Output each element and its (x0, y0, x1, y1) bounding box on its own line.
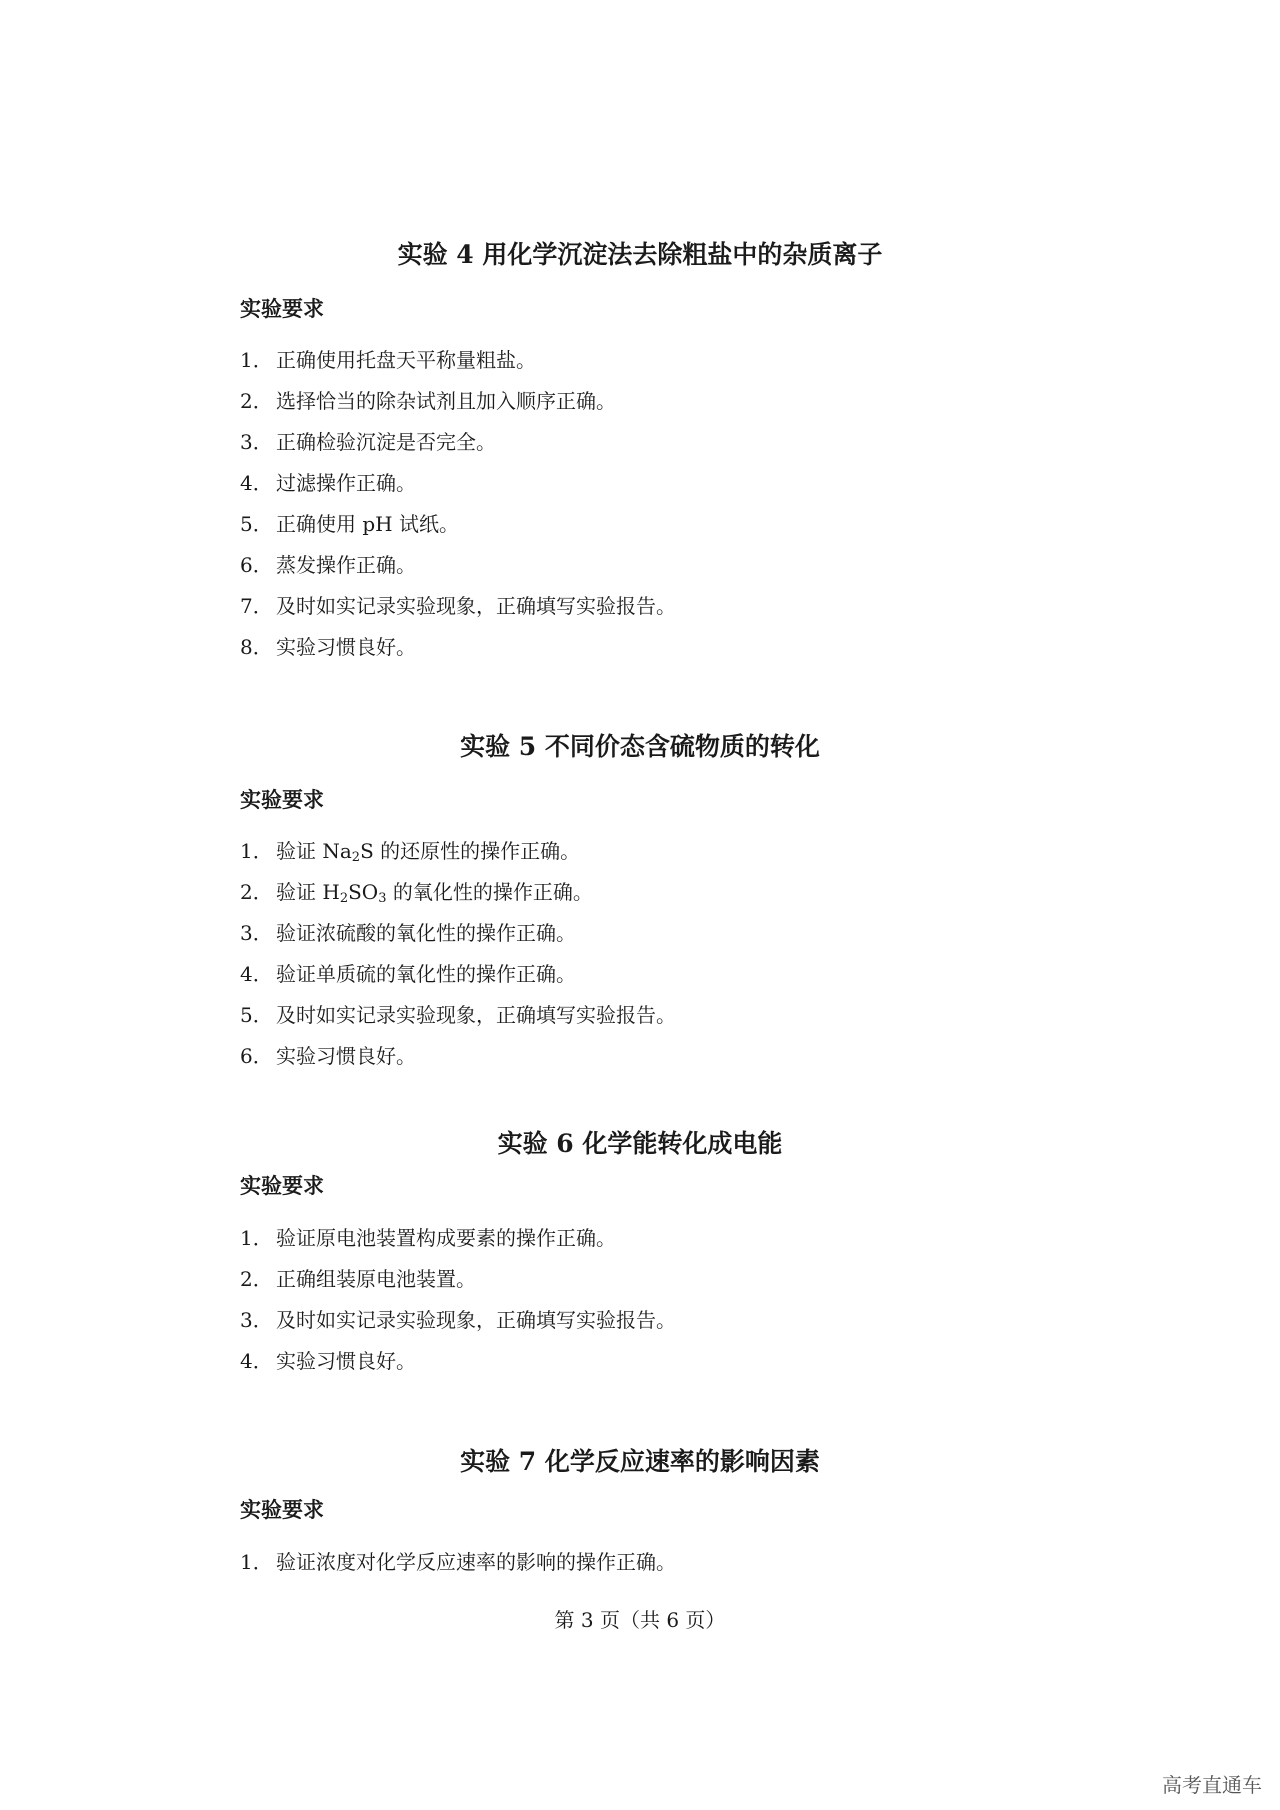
list-item: 1． 验证浓度对化学反应速率的影响的操作正确。 (240, 1550, 676, 1574)
list-item: 4． 过滤操作正确。 (240, 471, 416, 495)
list-item: 2． 正确组装原电池装置。 (240, 1267, 476, 1291)
requirements-list (240, 831, 676, 1077)
list-item: 5． 正确使用 pH 试纸。 (240, 512, 459, 536)
list-item: 8． 实验习惯良好。 (240, 635, 416, 659)
watermark: 高考直通车 (1162, 1773, 1262, 1797)
list-item: 3． 及时如实记录实验现象，正确填写实验报告。 (240, 1308, 676, 1332)
list-item: 4． 实验习惯良好。 (240, 1349, 416, 1373)
list-item: 1． 验证 $Na_2S$ 的还原性的操作正确。 (240, 839, 581, 865)
list-item: 1． 正确使用托盘天平称量粗盐。 (240, 348, 536, 372)
page-footer: 第 3 页（共 6 页） (554, 1608, 726, 1632)
list-item: 7． 及时如实记录实验现象，正确填写实验报告。 (240, 594, 676, 618)
list-item: 2． 选择恰当的除杂试剂且加入顺序正确。 (240, 389, 616, 413)
requirements-list (240, 340, 676, 668)
experiment-title: 实验 6 化学能转化成电能 (497, 1129, 783, 1158)
experiment-title: 实验 5 不同价态含硫物质的转化 (460, 732, 820, 761)
requirements-label: 实验要求 (240, 1173, 324, 1198)
requirements-label: 实验要求 (240, 296, 324, 321)
list-item: 4． 验证单质硫的氧化性的操作正确。 (240, 962, 576, 986)
experiment-title: 实验 4 用化学沉淀法去除粗盐中的杂质离子 (397, 240, 883, 269)
list-item: 3． 正确检验沉淀是否完全。 (240, 430, 496, 454)
list-item: 1． 验证原电池装置构成要素的操作正确。 (240, 1226, 616, 1250)
requirements-list (240, 1542, 676, 1583)
list-item: 2． 验证 $H_2SO_3$ 的氧化性的操作正确。 (240, 880, 593, 906)
list-item: 6． 实验习惯良好。 (240, 1044, 416, 1068)
requirements-label: 实验要求 (240, 787, 324, 812)
list-item: 3． 验证浓硫酸的氧化性的操作正确。 (240, 921, 576, 945)
experiment-title: 实验 7 化学反应速率的影响因素 (460, 1447, 820, 1476)
requirements-list (240, 1218, 676, 1382)
list-item: 5． 及时如实记录实验现象，正确填写实验报告。 (240, 1003, 676, 1027)
requirements-label: 实验要求 (240, 1497, 324, 1522)
list-item: 6． 蒸发操作正确。 (240, 553, 416, 577)
